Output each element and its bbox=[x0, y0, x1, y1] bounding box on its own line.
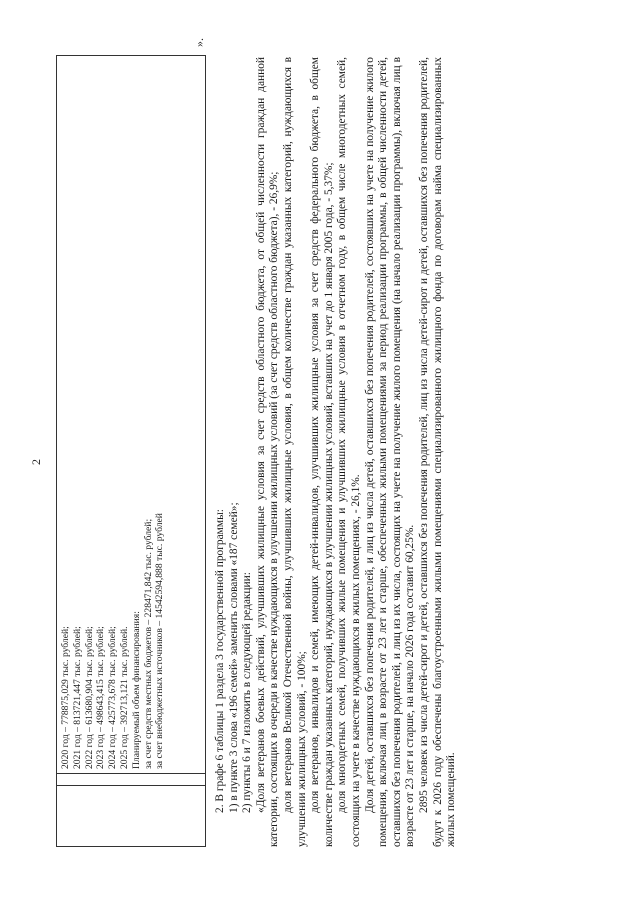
paragraph: Доля детей, оставшихся без попечения родителей, и лиц из числа детей, оставшихся без попечения родителей, состоявших на учете на получение жилого помещения, включая лиц в возрасте от 23 лет и старше, обеспеченных жилыми помещениями за период реализации программы, в общей численности детей, оставшихся без попечения родителей, и лиц из их числа, состоящих на учете на получение жилого помещения (на начало реализации программы), включая лиц в возрасте от 23 лет и старше, на начало 2026 года составит 60,25%. bbox=[363, 57, 417, 847]
table-line: 2022 год – 613680,904 тыс. рублей; bbox=[83, 626, 95, 769]
table-line: за счет внебюджетных источников – 14542594,888 тыс. рублей bbox=[154, 513, 166, 769]
table-line: 2021 год – 813721,447 тыс. рублей; bbox=[71, 626, 83, 769]
closing-quote: ». bbox=[192, 38, 206, 47]
table-line: 2023 год – 498643,415 тыс. рублей; bbox=[95, 626, 107, 769]
financing-table bbox=[56, 55, 206, 847]
paragraph: 2. В графе 6 таблицы 1 раздела 3 государственной программы: bbox=[214, 509, 226, 813]
paragraph: доля многодетных семей, получивших жилые помещения и улучшивших жилищные условия в отчетном году, в общем числе многодетных семей, состоящих на учете в качестве нуждающихся в жилых помещениях, - 26,1%. bbox=[336, 57, 362, 847]
table-line: 2024 год – 425773,678 тыс. рублей; bbox=[107, 626, 119, 769]
paragraph: доля ветеранов, инвалидов и семей, имеющих детей-инвалидов, улучшивших жилищные условия за счет средств федерального бюджета, в общем количестве граждан указанных категорий, нуждающихся в улучшении жилищных условий, вставших на учет до 1 января 2005 года, - 5,37%; bbox=[309, 57, 335, 847]
table-line: 2025 год – 392713,121 тыс. рублей. bbox=[118, 626, 130, 769]
table-line: Планируемый объем финансирования: bbox=[130, 611, 142, 769]
document-body bbox=[214, 57, 459, 847]
table-column-1 bbox=[57, 785, 205, 846]
paragraph: доля ветеранов Великой Отечественной войны, улучшивших жилищные условия, в общем количестве граждан указанных категорий, нуждающихся в улучшении жилищных условий, - 100%; bbox=[281, 57, 308, 847]
table-column-2 bbox=[57, 773, 205, 786]
page-number: 2 bbox=[29, 459, 43, 465]
paragraph: 2895 человек из числа детей-сирот и детей, оставшихся без попечения родителей, лиц из числа детей-сирот и детей, оставшихся без попечения родителей, будут к 2026 году обеспечены благоустроенными жилыми помещениями специализированного жилищного фонда по договорам найма специализированных жилых помещений. bbox=[417, 57, 458, 847]
paragraph: 1) в пункте 3 слова «196 семей» заменить словами «187 семей»; bbox=[227, 502, 240, 813]
table-cell-financing bbox=[57, 56, 205, 773]
paragraph: 2) пункты 6 и 7 изложить в следующей редакции: bbox=[241, 572, 254, 813]
table-line: за счет средств местных бюджетов – 228471,842 тыс. рублей; bbox=[142, 518, 154, 769]
paragraph: «Доля ветеранов боевых действий, улучшивших жилищные условия за счет средств областного бюджета, от общей численности граждан данной категории, состоящих в очереди в качестве нуждающихся в улучшении жилищных условий (за счет средств областного бюджета), - 26,9%; bbox=[254, 57, 281, 847]
table-line: 2020 год – 778875,029 тыс. рублей; bbox=[60, 626, 71, 769]
